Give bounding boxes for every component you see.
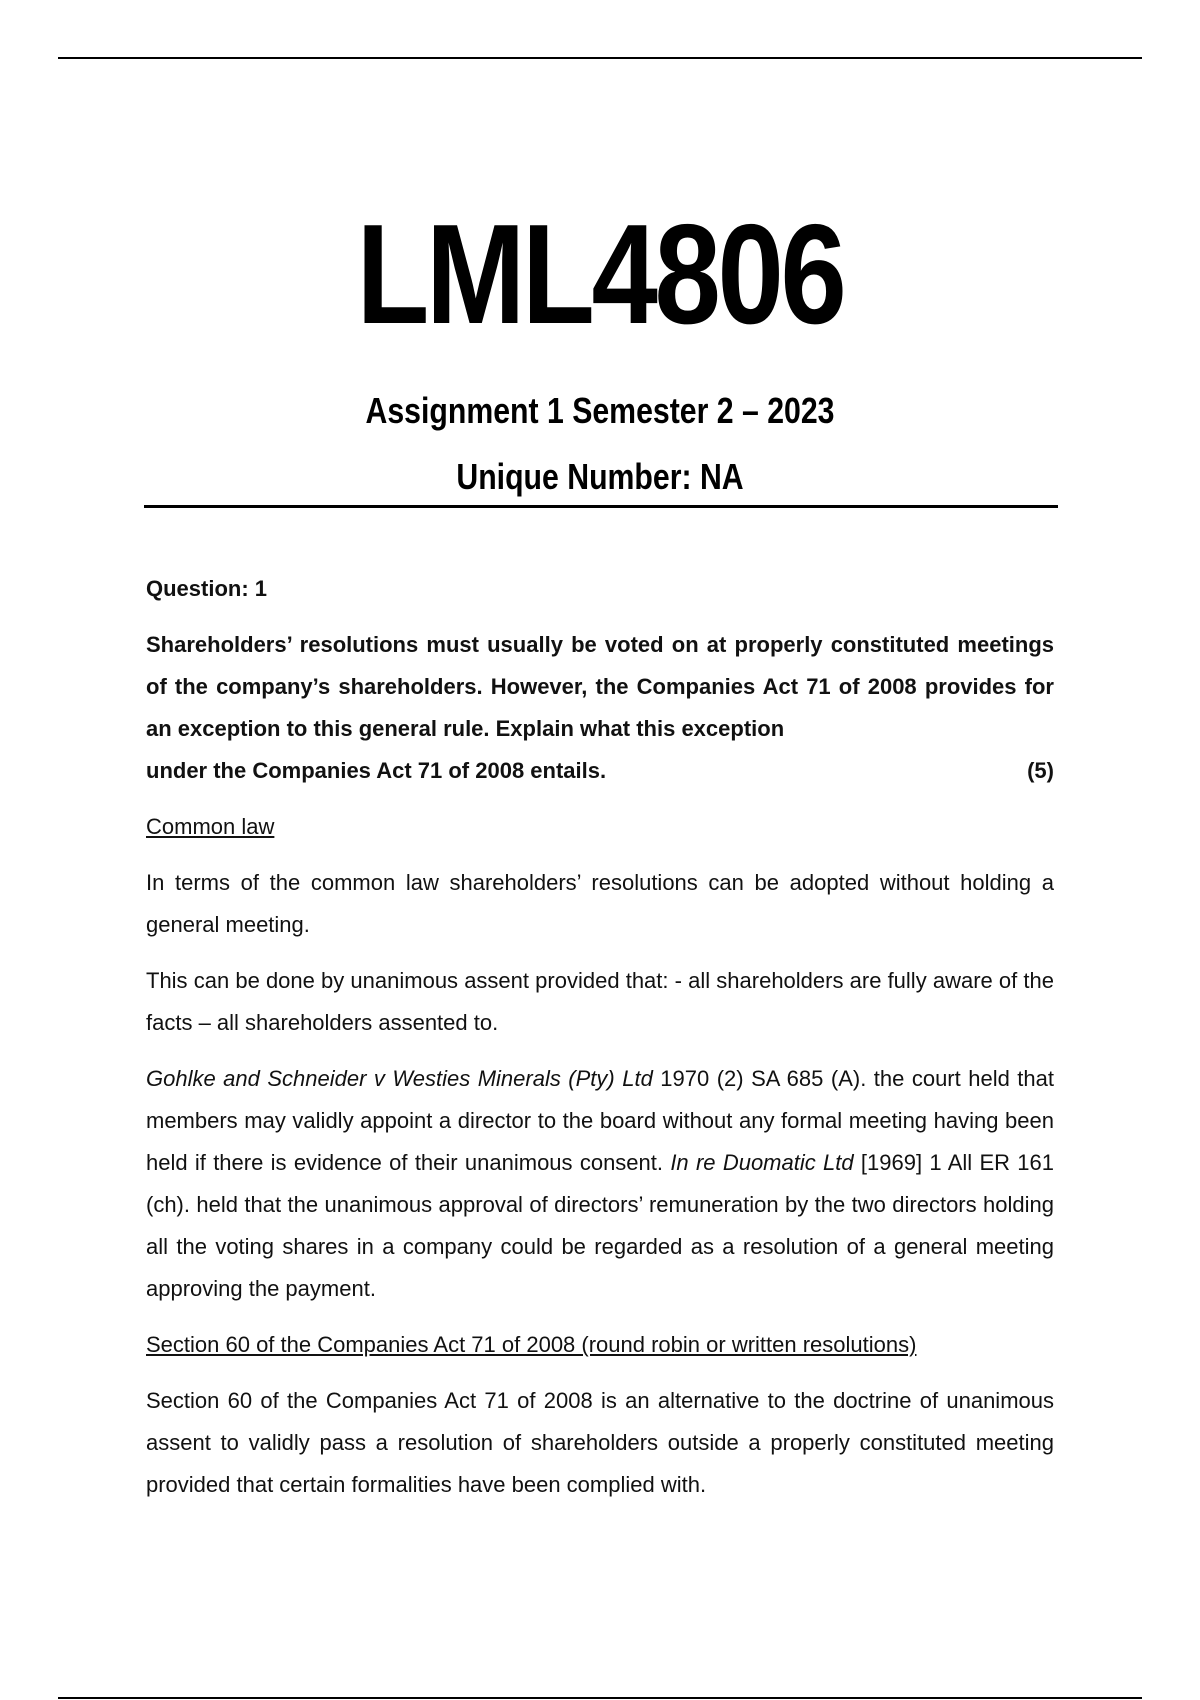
case-text-duomatic: [1969] 1 All ER 161 (ch). held that the unanimous approval of directors’ remuneration by the two directors holding all the voting shares in a company could be regarded as a resolution of a general meeting approving the payment. — [146, 1150, 1055, 1301]
case-name-duomatic: In re Duomatic Ltd — [670, 1150, 854, 1175]
case-law-para — [146, 1058, 1054, 1310]
document-body — [146, 568, 1054, 1520]
question-text — [146, 624, 1054, 792]
question-last-line — [146, 750, 1054, 792]
assignment-subtitle: Assignment 1 Semester 2 – 2023 — [365, 390, 835, 431]
common-law-heading: Common law — [146, 814, 275, 839]
section-60-para: Section 60 of the Companies Act 71 of 2008 is an alternative to the doctrine of unanimous assent to validly pass a resolution of shareholders outside a properly constituted meeting provided that certain formalities have been complied with. — [146, 1388, 1054, 1497]
case-name-gohlke: Gohlke and Schneider v Westies Minerals (Pty) Ltd — [146, 1066, 653, 1091]
question-text-last: under the Companies Act 71 of 2008 entails. — [146, 758, 607, 783]
case-text-gohlke: 1970 (2) SA 685 (A). the court held that members may validly appoint a director to the board without any formal meeting having been held if there is evidence of their unanimous consent. — [146, 1066, 1054, 1175]
section-60-heading: Section 60 of the Companies Act 71 of 2008 (round robin or written resolutions) — [146, 1332, 917, 1357]
course-code-title: LML4806 — [356, 195, 844, 354]
question-label: Question: 1 — [146, 576, 268, 601]
unique-number: Unique Number: NA — [456, 456, 744, 497]
common-law-para-1: In terms of the common law shareholders’ resolutions can be adopted without holding a general meeting. — [146, 870, 1054, 937]
bottom-rule — [58, 1697, 1142, 1699]
title-divider — [144, 505, 1058, 508]
top-rule — [58, 57, 1142, 59]
common-law-para-2: This can be done by unanimous assent provided that: - all shareholders are fully aware of the facts – all shareholders assented to. — [146, 968, 1054, 1035]
question-text-main: Shareholders’ resolutions must usually be voted on at properly constituted meetings of the company’s shareholders. However, the Companies Act 71 of 2008 provides for an exception to this general rule. Explain what this exception — [146, 632, 1054, 741]
question-marks: (5) — [1027, 758, 1054, 783]
